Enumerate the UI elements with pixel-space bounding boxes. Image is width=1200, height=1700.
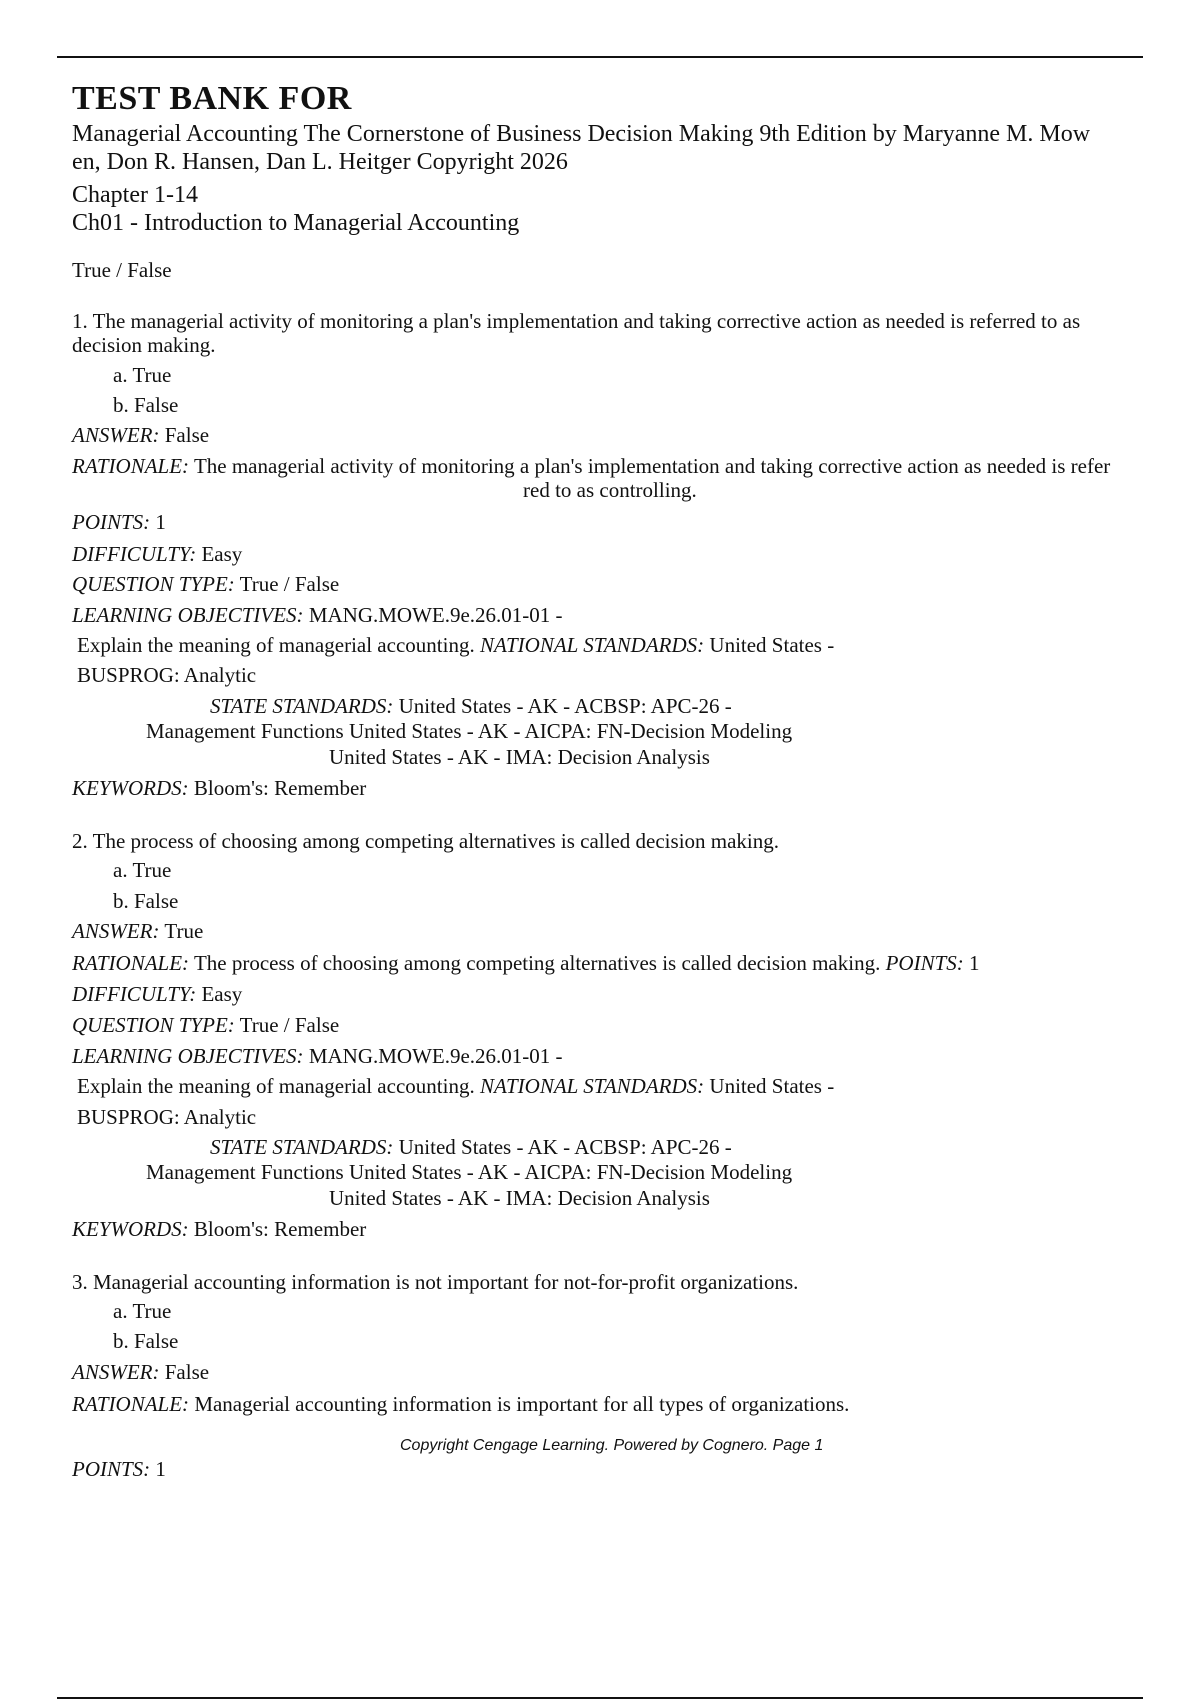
chapter-title: Ch01 - Introduction to Managerial Accounting [72, 210, 520, 236]
state-standards-label: STATE STANDARDS: [210, 694, 394, 718]
learning-objective-text: Explain the meaning of managerial accounting. [77, 633, 475, 657]
rationale-text: Managerial accounting information is important for all types of organizations. [194, 1392, 850, 1416]
option-b: b. False [113, 889, 179, 913]
national-standards-cont: BUSPROG: Analytic [77, 1105, 257, 1129]
national-standards-label: NATIONAL STANDARDS: [479, 1074, 705, 1098]
rationale-label: RATIONALE: [72, 1392, 190, 1416]
state-standards-cont: United States - AK - IMA: Decision Analysis [329, 745, 710, 769]
keywords-row [72, 776, 366, 800]
points-row [72, 1457, 166, 1481]
answer-value: False [164, 1360, 210, 1384]
state-standards-label: STATE STANDARDS: [210, 1135, 394, 1159]
question-type-row [72, 572, 339, 596]
keywords-row [72, 1217, 366, 1241]
national-standards-value: United States - [709, 633, 835, 657]
rationale-row [72, 951, 980, 975]
question-type-value: True / False [239, 572, 340, 596]
state-standards-cont: Management Functions United States - AK - AICPA: FN-Decision Modeling [146, 1160, 793, 1184]
rationale-label: RATIONALE: [72, 951, 190, 975]
learning-objectives-value: MANG.MOWE.9e.26.01-01 - [308, 603, 563, 627]
answer-row [72, 423, 209, 447]
points-label: POINTS: [885, 951, 964, 975]
top-rule [57, 56, 1143, 58]
learning-objectives-row [72, 603, 563, 627]
document-heading: TEST BANK FOR [72, 80, 352, 117]
rationale-row [72, 454, 1110, 478]
question-stem-cont: decision making. [72, 333, 216, 357]
rationale-label: RATIONALE: [72, 454, 190, 478]
option-a: a. True [113, 363, 172, 387]
answer-row [72, 1360, 209, 1384]
difficulty-row [72, 542, 242, 566]
points-value: 1 [969, 951, 980, 975]
keywords-value: Bloom's: Remember [193, 776, 367, 800]
page-footer: Copyright Cengage Learning. Powered by Cognero. Page 1 [400, 1437, 824, 1454]
book-title-line-2: en, Don R. Hansen, Dan L. Heitger Copyright 2026 [72, 149, 568, 175]
difficulty-label: DIFFICULTY: [72, 982, 197, 1006]
answer-label: ANSWER: [72, 423, 160, 447]
bottom-rule [57, 1697, 1143, 1699]
answer-label: ANSWER: [72, 919, 160, 943]
question-stem: 1. The managerial activity of monitoring a plan's implementation and taking corrective action as needed is referred to as [72, 309, 1081, 333]
state-standards-row [210, 1135, 732, 1159]
keywords-value: Bloom's: Remember [193, 1217, 367, 1241]
rationale-row [72, 1392, 849, 1416]
difficulty-label: DIFFICULTY: [72, 542, 197, 566]
points-row [72, 510, 166, 534]
chapter-range: Chapter 1-14 [72, 182, 198, 208]
learning-objectives-label: LEARNING OBJECTIVES: [72, 603, 304, 627]
answer-label: ANSWER: [72, 1360, 160, 1384]
question-type-label: QUESTION TYPE: [72, 1013, 235, 1037]
book-title-line-1: Managerial Accounting The Cornerstone of Business Decision Making 9th Edition by Maryanne M. Mow [72, 121, 1091, 147]
learning-objectives-value: MANG.MOWE.9e.26.01-01 - [308, 1044, 563, 1068]
state-standards-value: United States - AK - ACBSP: APC-26 - [398, 694, 732, 718]
national-standards-cont: BUSPROG: Analytic [77, 663, 257, 687]
answer-value: False [164, 423, 210, 447]
answer-value: True [164, 919, 204, 943]
question-stem: 2. The process of choosing among competing alternatives is called decision making. [72, 829, 780, 853]
learning-objectives-row [72, 1044, 563, 1068]
option-b: b. False [113, 1329, 179, 1353]
option-a: a. True [113, 1299, 172, 1323]
points-label: POINTS: [72, 1457, 151, 1481]
national-standards-label: NATIONAL STANDARDS: [479, 633, 705, 657]
question-type-row [72, 1013, 339, 1037]
option-b: b. False [113, 393, 179, 417]
section-type: True / False [72, 258, 172, 282]
points-value: 1 [155, 1457, 166, 1481]
national-standards-row [77, 1074, 834, 1098]
question-stem: 3. Managerial accounting information is not important for not-for-profit organizations. [72, 1270, 799, 1294]
learning-objective-text: Explain the meaning of managerial accounting. [77, 1074, 475, 1098]
difficulty-value: Easy [201, 982, 243, 1006]
national-standards-value: United States - [709, 1074, 835, 1098]
keywords-label: KEYWORDS: [72, 1217, 189, 1241]
state-standards-cont: Management Functions United States - AK - AICPA: FN-Decision Modeling [146, 719, 793, 743]
state-standards-value: United States - AK - ACBSP: APC-26 - [398, 1135, 732, 1159]
keywords-label: KEYWORDS: [72, 776, 189, 800]
question-type-value: True / False [239, 1013, 340, 1037]
points-label: POINTS: [72, 510, 151, 534]
difficulty-value: Easy [201, 542, 243, 566]
rationale-text: The process of choosing among competing alternatives is called decision making. [193, 951, 881, 975]
national-standards-row [77, 633, 834, 657]
difficulty-row [72, 982, 242, 1006]
learning-objectives-label: LEARNING OBJECTIVES: [72, 1044, 304, 1068]
answer-row [72, 919, 203, 943]
rationale-text-cont: red to as controlling. [523, 478, 697, 502]
question-type-label: QUESTION TYPE: [72, 572, 235, 596]
option-a: a. True [113, 858, 172, 882]
rationale-text: The managerial activity of monitoring a plan's implementation and taking corrective action as needed is refer [193, 454, 1111, 478]
state-standards-row [210, 694, 732, 718]
points-value: 1 [155, 510, 166, 534]
state-standards-cont: United States - AK - IMA: Decision Analysis [329, 1186, 710, 1210]
